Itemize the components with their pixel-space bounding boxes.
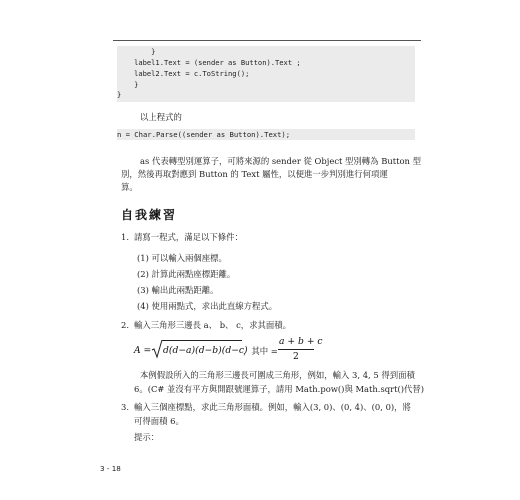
formula-denominator: 2 <box>293 351 299 362</box>
exercise-number: 3. <box>121 402 129 412</box>
formula-radicand: d(d−a)(d−b)(d−c) <box>163 345 248 356</box>
paragraph-line: as 代表轉型別運算子，可將來源的 sender 從 Object 型別轉為 Button 型 <box>140 156 421 166</box>
exercise-number: 1. <box>121 232 129 242</box>
exercise-note-line: 6。(C# 並沒有平方與開跟號運算子，請用 Math.pow()與 Math.sqrt()代替) <box>134 384 425 394</box>
page-number: 3 - 18 <box>100 464 121 473</box>
fraction-bar <box>278 349 314 350</box>
code-caption: 以上程式的 <box>140 112 182 122</box>
code-line: } <box>117 47 156 56</box>
code-block <box>117 46 415 102</box>
code-line: label2.Text = c.ToString(); <box>117 69 250 78</box>
exercise-text: 請寫一程式，滿足以下條件： <box>134 232 243 242</box>
formula-numerator: a + b + c <box>279 336 323 347</box>
code-line: label1.Text = (sender as Button).Text ; <box>117 58 301 67</box>
section-heading: 自我練習 <box>121 208 178 222</box>
exercise-item: (2) 計算此兩點座標距離。 <box>137 269 236 279</box>
exercise-item: (3) 輸出此兩點距離。 <box>137 285 219 295</box>
exercise-item: (1) 可以輸入兩個座標。 <box>137 253 227 263</box>
radical-bar <box>162 340 242 341</box>
formula-mid: ，其中 = <box>243 346 278 356</box>
exercise-text: 輸入三個座標點，求此三角形面積。例如，輸入(3, 0)、(0, 4)、(0, 0)，將 <box>134 402 411 412</box>
code-line: } <box>117 90 122 99</box>
exercise-note-line: 本例假設所入的三角形三邊長可圍成三角形，例如，輸入 3, 4, 5 得到面積 <box>140 370 415 380</box>
formula-lhs: A = <box>134 345 152 356</box>
top-rule <box>113 40 421 41</box>
exercise-item: (4) 使用兩點式，求出此直線方程式。 <box>137 301 278 311</box>
exercise-number: 2. <box>121 320 129 330</box>
exercise-text: 輸入三角形三邊長 a、 b、 c，求其面積。 <box>134 320 292 330</box>
radical-sign-icon <box>151 339 163 359</box>
code-line: } <box>117 80 139 89</box>
code-line-parse: n = Char.Parse((sender as Button).Text); <box>117 129 415 140</box>
paragraph-line: 別，然後再取對應到 Button 的 Text 屬性，以便進一步判別進行何項運 <box>121 169 388 179</box>
hint-label: 提示： <box>134 432 160 442</box>
paragraph-line: 算。 <box>121 182 138 192</box>
exercise-text: 可得面積 6。 <box>134 416 184 426</box>
